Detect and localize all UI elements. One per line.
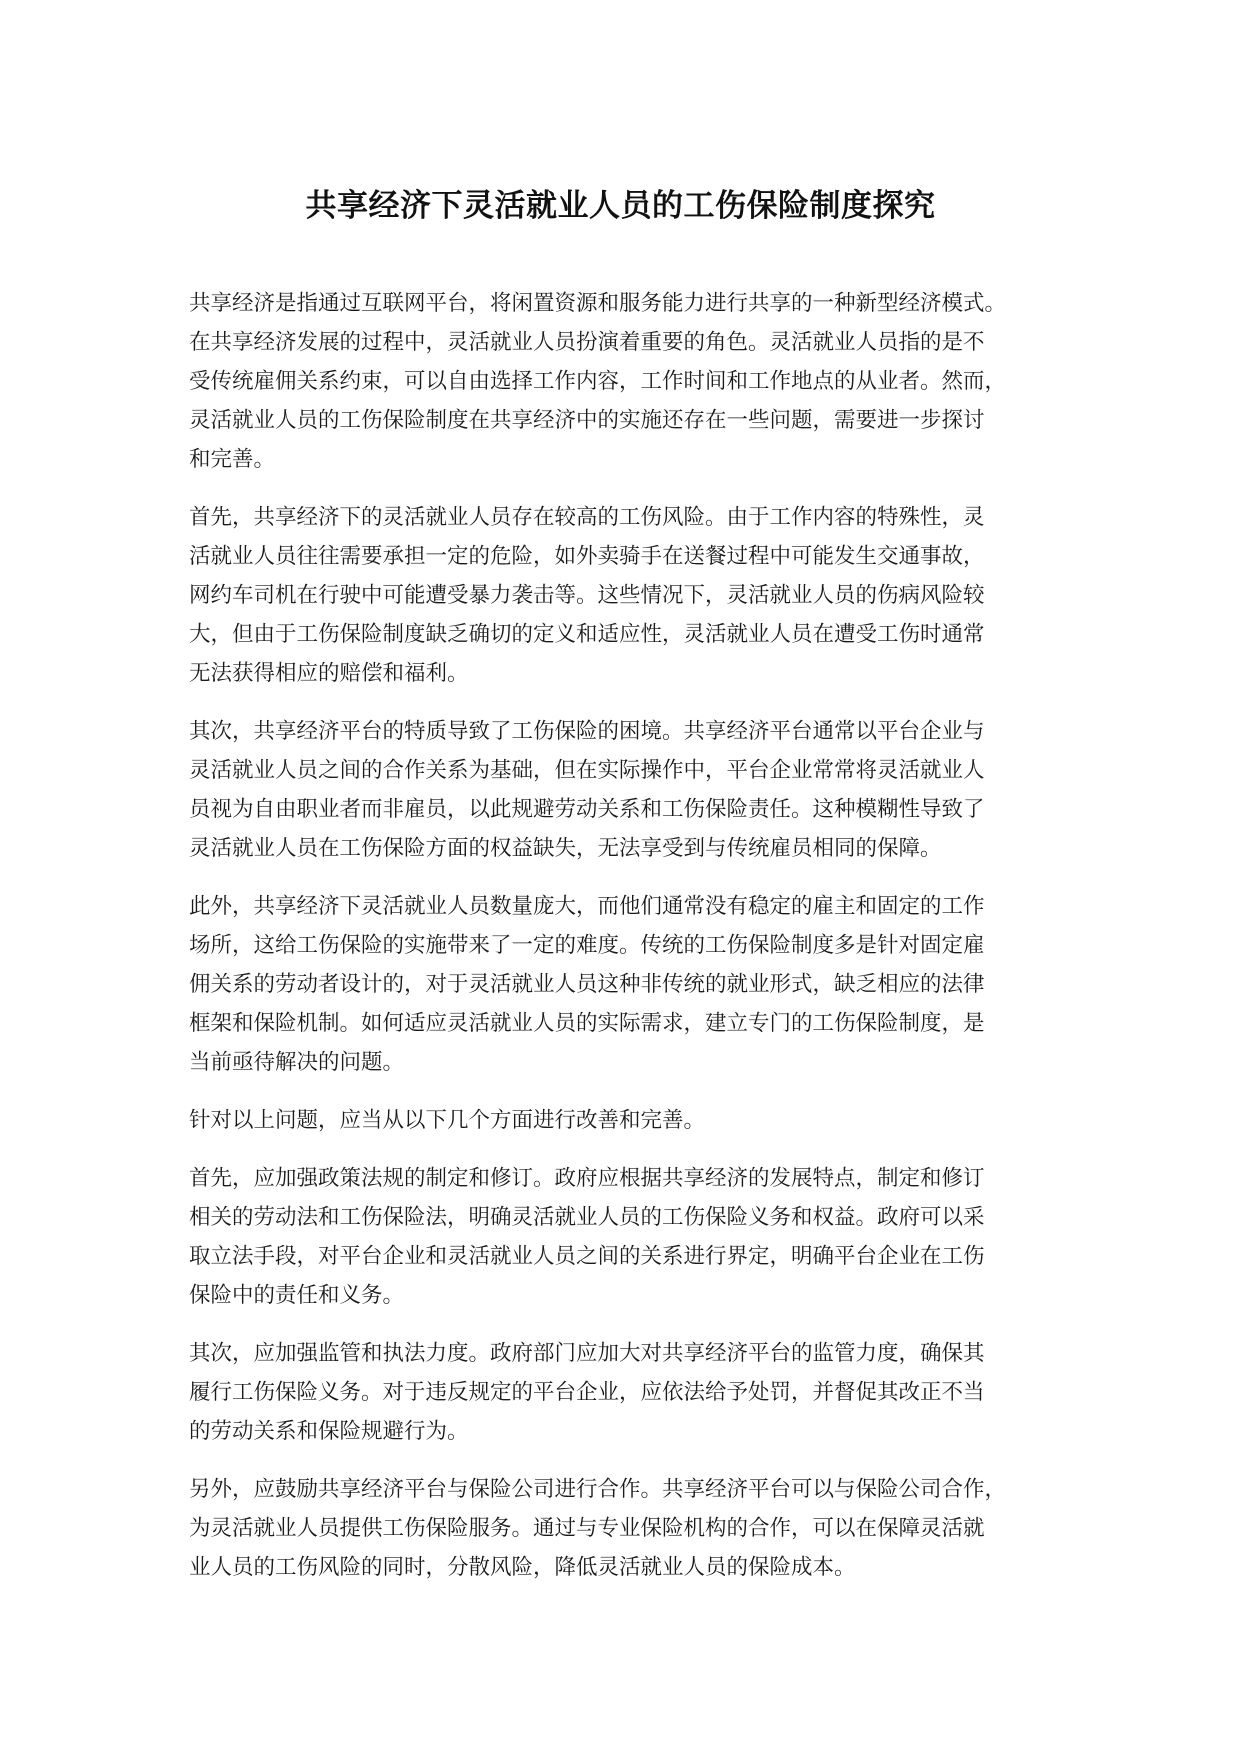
- text-line: 相关的劳动法和工伤保险法，明确灵活就业人员的工伤保险义务和权益。政府可以采: [189, 1205, 985, 1230]
- text-line: 灵活就业人员在工伤保险方面的权益缺失，无法享受到与传统雇员相同的保障。: [189, 836, 942, 861]
- paragraph-6: [189, 1159, 1077, 1315]
- text-line: 网约车司机在行驶中可能遭受暴力袭击等。这些情况下，灵活就业人员的伤病风险较: [189, 583, 985, 608]
- paragraph-8: [189, 1470, 1077, 1587]
- text-line: 和完善。: [189, 447, 276, 472]
- text-line: 业人员的工伤风险的同时，分散风险，降低灵活就业人员的保险成本。: [189, 1555, 856, 1580]
- text-line: 无法获得相应的赔偿和福利。: [189, 661, 469, 686]
- paragraph-4: [189, 887, 1077, 1082]
- text-line: 为灵活就业人员提供工伤保险服务。通过与专业保险机构的合作，可以在保障灵活就: [189, 1516, 985, 1541]
- text-line: 佣关系的劳动者设计的，对于灵活就业人员这种非传统的就业形式，缺乏相应的法律: [189, 972, 985, 997]
- text-line: 针对以上问题，应当从以下几个方面进行改善和完善。: [189, 1108, 706, 1133]
- paragraph-2: [189, 498, 1077, 693]
- text-line: 另外，应鼓励共享经济平台与保险公司进行合作。共享经济平台可以与保险公司合作，: [189, 1477, 1007, 1502]
- text-line: 活就业人员往往需要承担一定的危险，如外卖骑手在送餐过程中可能发生交通事故，: [189, 544, 985, 569]
- text-line: 灵活就业人员之间的合作关系为基础，但在实际操作中，平台企业常常将灵活就业人: [189, 758, 985, 783]
- text-line: 在共享经济发展的过程中，灵活就业人员扮演着重要的角色。灵活就业人员指的是不: [189, 330, 985, 355]
- text-line: 受传统雇佣关系约束，可以自由选择工作内容，工作时间和工作地点的从业者。然而，: [189, 369, 1007, 394]
- text-line: 共享经济是指通过互联网平台，将闲置资源和服务能力进行共享的一种新型经济模式。: [189, 291, 1007, 316]
- paragraph-3: [189, 712, 1077, 868]
- text-line: 框架和保险机制。如何适应灵活就业人员的实际需求，建立专门的工伤保险制度，是: [189, 1011, 985, 1036]
- document-title: 共享经济下灵活就业人员的工伤保险制度探究: [305, 188, 936, 224]
- text-line: 首先，应加强政策法规的制定和修订。政府应根据共享经济的发展特点，制定和修订: [189, 1166, 985, 1191]
- text-line: 此外，共享经济下灵活就业人员数量庞大，而他们通常没有稳定的雇主和固定的工作: [189, 894, 985, 919]
- text-line: 其次，应加强监管和执法力度。政府部门应加大对共享经济平台的监管力度，确保其: [189, 1341, 985, 1366]
- text-line: 首先，共享经济下的灵活就业人员存在较高的工伤风险。由于工作内容的特殊性，灵: [189, 505, 985, 530]
- text-line: 灵活就业人员的工伤保险制度在共享经济中的实施还存在一些问题，需要进一步探讨: [189, 408, 985, 433]
- text-line: 保险中的责任和义务。: [189, 1283, 405, 1308]
- text-line: 员视为自由职业者而非雇员，以此规避劳动关系和工伤保险责任。这种模糊性导致了: [189, 797, 985, 822]
- text-line: 履行工伤保险义务。对于违反规定的平台企业，应依法给予处罚，并督促其改正不当: [189, 1380, 985, 1405]
- paragraph-1: [189, 284, 1077, 479]
- text-line: 其次，共享经济平台的特质导致了工伤保险的困境。共享经济平台通常以平台企业与: [189, 719, 985, 744]
- paragraph-5: [189, 1101, 1077, 1140]
- text-line: 大，但由于工伤保险制度缺乏确切的定义和适应性，灵活就业人员在遭受工伤时通常: [189, 622, 985, 647]
- text-line: 场所，这给工伤保险的实施带来了一定的难度。传统的工伤保险制度多是针对固定雇: [189, 933, 985, 958]
- text-line: 的劳动关系和保险规避行为。: [189, 1419, 469, 1444]
- text-line: 当前亟待解决的问题。: [189, 1050, 405, 1075]
- document-body: [189, 284, 1077, 1606]
- text-line: 取立法手段，对平台企业和灵活就业人员之间的关系进行界定，明确平台企业在工伤: [189, 1244, 985, 1269]
- paragraph-7: [189, 1334, 1077, 1451]
